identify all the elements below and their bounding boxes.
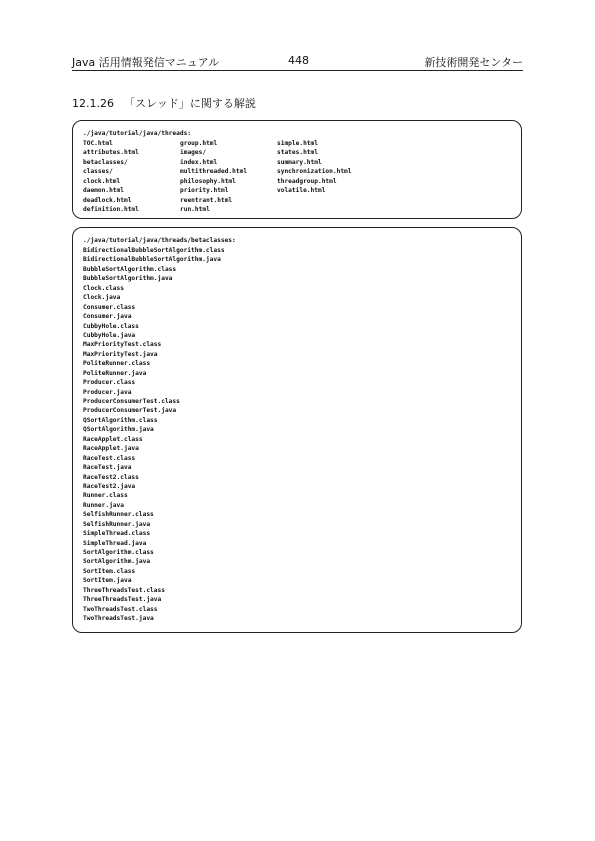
file-entry: simple.html bbox=[277, 140, 318, 147]
file-entry: group.html bbox=[180, 140, 218, 147]
file-entry: reentrant.html bbox=[180, 196, 233, 204]
header-rule bbox=[72, 70, 523, 71]
file-entry: priority.html bbox=[180, 187, 229, 195]
file-entry: synchronization.html bbox=[277, 168, 352, 176]
file-entry: daemon.html bbox=[83, 187, 124, 195]
file-entry: run.html bbox=[180, 206, 210, 214]
file-entry: clock.html bbox=[83, 177, 121, 185]
listing-path: ./java/tutorial/java/threads/betaclasses: bbox=[83, 237, 236, 244]
file-entry: Producer.java bbox=[83, 388, 132, 396]
file-entry: SortAlgorithm.class bbox=[83, 549, 154, 556]
listing-path: ./java/tutorial/java/threads: bbox=[83, 130, 192, 137]
file-entry: summary.html bbox=[277, 158, 322, 166]
file-entry: RaceApplet.class bbox=[83, 435, 143, 443]
file-entry: BidirectionalBubbleSortAlgorithm.java bbox=[83, 256, 221, 264]
header-organization: 新技術開発センター bbox=[424, 56, 523, 69]
file-entry: MaxPriorityTest.class bbox=[83, 341, 162, 349]
file-entry: SortAlgorithm.java bbox=[83, 558, 151, 566]
file-entry: Consumer.java bbox=[83, 313, 132, 321]
file-entry: SortItem.class bbox=[83, 567, 136, 575]
file-entry: BubbleSortAlgorithm.class bbox=[83, 265, 177, 273]
section-heading bbox=[72, 95, 256, 111]
file-entry: Clock.java bbox=[83, 294, 121, 302]
file-entry: Producer.class bbox=[83, 379, 136, 387]
file-entry: Clock.class bbox=[83, 284, 124, 292]
file-entry: philosophy.html bbox=[180, 177, 236, 185]
file-entry: SelfishRunner.class bbox=[83, 511, 154, 519]
file-entry: RaceApplet.java bbox=[83, 445, 139, 453]
file-entry: images/ bbox=[180, 149, 207, 157]
file-entry: attributes.html bbox=[83, 149, 139, 157]
file-list bbox=[83, 246, 225, 624]
file-entry: index.html bbox=[180, 158, 218, 166]
file-entry: QSortAlgorithm.class bbox=[83, 416, 158, 424]
directory-listing-betaclasses bbox=[72, 227, 522, 633]
page-number: 448 bbox=[288, 54, 309, 67]
file-entry: TwoThreadsTest.class bbox=[83, 605, 158, 613]
file-entry: PoliteRunner.java bbox=[83, 369, 147, 377]
file-entry: deadlock.html bbox=[83, 196, 132, 204]
file-entry: multithreaded.html bbox=[180, 168, 248, 176]
section-title: 「スレッド」に関する解説 bbox=[124, 97, 256, 110]
file-entry: SelfishRunner.java bbox=[83, 520, 151, 528]
file-entry: SortItem.java bbox=[83, 577, 132, 585]
file-entry: ProducerConsumerTest.java bbox=[83, 407, 177, 415]
file-entry: BubbleSortAlgorithm.java bbox=[83, 275, 173, 283]
file-entry: threadgroup.html bbox=[277, 177, 337, 185]
directory-listing-threads bbox=[72, 120, 522, 219]
file-entry: Runner.java bbox=[83, 501, 124, 509]
file-entry: CubbyHole.class bbox=[83, 322, 139, 330]
file-entry: CubbyHole.java bbox=[83, 331, 136, 339]
file-entry: QSortAlgorithm.java bbox=[83, 426, 154, 434]
file-entry: states.html bbox=[277, 149, 318, 157]
listing-column bbox=[180, 139, 247, 215]
file-entry: definition.html bbox=[83, 206, 139, 214]
file-entry: SimpleThread.class bbox=[83, 530, 151, 538]
file-entry: RaceTest.java bbox=[83, 464, 132, 472]
header-doc-title: Java 活用情報発信マニュアル bbox=[72, 56, 220, 69]
listing-column bbox=[83, 139, 139, 215]
file-entry: TOC.html bbox=[83, 140, 113, 147]
file-entry: SimpleThread.java bbox=[83, 539, 147, 547]
file-entry: classes/ bbox=[83, 168, 113, 176]
file-entry: RaceTest2.java bbox=[83, 482, 136, 490]
file-entry: PoliteRunner.class bbox=[83, 360, 151, 368]
section-number: 12.1.26 bbox=[72, 97, 114, 110]
file-entry: Consumer.class bbox=[83, 303, 136, 311]
file-entry: volatile.html bbox=[277, 187, 326, 195]
listing-column bbox=[277, 139, 352, 196]
file-entry: BidirectionalBubbleSortAlgorithm.class bbox=[83, 247, 225, 254]
file-entry: Runner.class bbox=[83, 492, 128, 500]
file-entry: MaxPriorityTest.java bbox=[83, 350, 158, 358]
file-entry: TwoThreadsTest.java bbox=[83, 615, 154, 623]
file-entry: RaceTest.class bbox=[83, 454, 136, 462]
file-entry: ProducerConsumerTest.class bbox=[83, 398, 180, 405]
file-entry: betaclasses/ bbox=[83, 158, 128, 166]
file-entry: ThreeThreadsTest.class bbox=[83, 586, 165, 594]
page-header bbox=[72, 54, 523, 70]
file-entry: RaceTest2.class bbox=[83, 473, 139, 481]
file-entry: ThreeThreadsTest.java bbox=[83, 596, 162, 604]
